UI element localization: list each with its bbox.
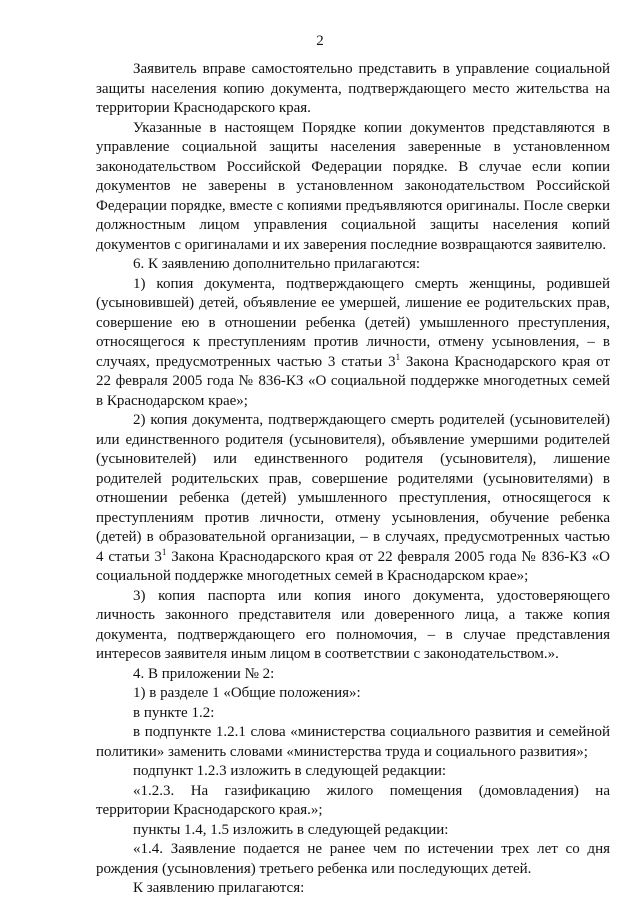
paragraph-item-6: 6. К заявлению дополнительно прилагаются: xyxy=(133,256,421,272)
paragraph-subpoint-1-2-3-text: «1.2.3. На газификацию жилого помещения (домовладения) на территории Краснодарского края.»; xyxy=(96,782,610,818)
superscript: 1 xyxy=(161,546,167,557)
superscript: 1 xyxy=(395,351,401,362)
paragraph-subitem-3: 3) копия паспорта или копия иного документа, удостоверяющего личность законного представителя или доверенного лица, а также копия документа, подтверждающего его полномочия, – в случае представления интересов заявителя иным лицом в соответствии с законодательством.». xyxy=(96,587,610,662)
paragraph-point-1-4-text: «1.4. Заявление подается не ранее чем по истечении трех лет со дня рождения (усыновления) третьего ребенка или последующих детей. xyxy=(96,841,610,877)
paragraph-subpoint-1-2-3-intro: подпункт 1.2.3 изложить в следующей редакции: xyxy=(133,763,447,779)
paragraph-item-4: 4. В приложении № 2: xyxy=(133,665,275,682)
paragraph-section-1: 1) в разделе 1 «Общие положения»: xyxy=(133,685,361,701)
paragraph-points-1-4-1-5-intro: пункты 1.4, 1.5 изложить в следующей редакции: xyxy=(133,821,449,838)
paragraph-point-1-2: в пункте 1.2: xyxy=(133,704,215,721)
paragraph-subpoint-1-2-1: в подпункте 1.2.1 слова «министерства социального развития и семейной политики» заменить словами «министерства труда и социального развития»; xyxy=(96,724,610,760)
paragraph-subitem-2: 2) копия документа, подтверждающего смерть родителей (усыновителей) или единственного родителя (усыновителя), объявление умершими родителей (усыновителей) или единственного родителя (усыновителя), лишение родителей родительских прав, совершение родителями (усыновителями) в отношении ребенка (детей) умышленного преступления, относящегося к преступлениям против личности, отмену усыновления, обучение ребенка (детей) в образовательной организации, – в случаях, предусмотренных частью 4 статьи $3^1$ Закона Краснодарского края от 22 февраля 2005 года № 836-КЗ «О социальной поддержке многодетных семей в Краснодарском крае»; xyxy=(96,412,610,584)
document-body xyxy=(96,60,610,899)
page-number: 2 xyxy=(316,33,324,49)
paragraph-self-submission: Заявитель вправе самостоятельно представить в управление социальной защиты населения копию документа, подтверждающего место жительства на территории Краснодарского края. xyxy=(96,61,610,116)
paragraph-copies-certification: Указанные в настоящем Порядке копии документов представляются в управление социальной защиты населения заверенные в установленном законодательством Российской Федерации порядке. В случае если копии документов не заверены в установленном законодательством Российской Федерации порядке, вместе с копиями предъявляются оригиналы. После сверки должностным лицом управления социальной защиты населения копий документов с оригиналами и их заверения последние возвращаются заявителю. xyxy=(96,119,610,253)
paragraph-attachments-intro: К заявлению прилагаются: xyxy=(133,880,305,896)
paragraph-subitem-1: 1) копия документа, подтверждающего смерть женщины, родившей (усыновившей) детей, объявление ее умершей, лишение ее родительских прав, совершение ею в отношении ребенка (детей) умышленного преступления, относящегося к преступлениям против личности, отмену усыновления, – в случаях, предусмотренных частью 3 статьи $3^1$ Закона Краснодарского края от 22 февраля 2005 года № 836-КЗ «О социальной поддержке многодетных семей в Краснодарском крае»; xyxy=(96,275,610,409)
